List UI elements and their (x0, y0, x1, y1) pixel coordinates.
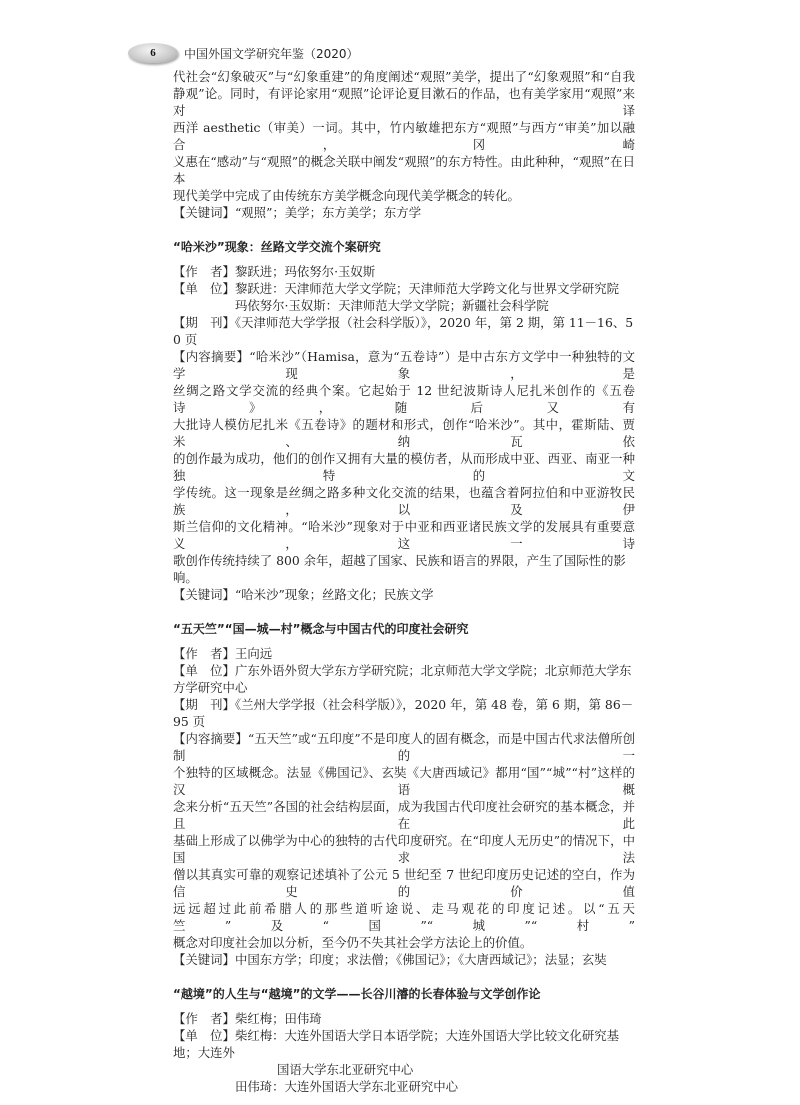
unit: 黎跃进：天津师范大学文学院；天津师范大学跨文化与世界文学研究院 (234, 281, 620, 296)
authors: 柴红梅；田伟琦 (234, 1011, 322, 1026)
author-label: 【作 者】 (173, 646, 235, 661)
article-title: “哈米沙”现象：丝路文学交流个案研究 (173, 240, 381, 254)
unit-line (173, 1027, 635, 1061)
keywords: 中国东方学；印度；求法僧；《佛国记》；《大唐西域记》；法显；玄奘 (234, 952, 607, 967)
unit: 广东外语外贸大学东方学研究院；北京师范大学文学院；北京师范大学东方学研究中心 (173, 663, 632, 695)
author-line (173, 263, 635, 280)
abstract-line: 个独特的区域概念。法显《佛国记》、玄奘《大唐西域记》都用“国”“城”“村”这样的汉语概 (173, 765, 635, 797)
abstract-line: 大批诗人模仿尼扎米《五卷诗》的题材和形式，创作“哈米沙”。其中，霍斯陆、贾米、纳瓦依 (173, 417, 635, 449)
article-entry (173, 986, 635, 1095)
article-entry (173, 621, 635, 968)
unit-label: 【单 位】 (173, 663, 235, 678)
abstract-line: 概念对印度社会加以分析，至今仍不失其社会学方法论上的价值。 (173, 935, 533, 950)
keywords-line (173, 951, 635, 968)
unit-line (173, 280, 635, 297)
author-line (173, 1010, 635, 1027)
text-line: 西洋 aesthetic（审美）一词。其中，竹内敏雄把东方“观照”与西方“审美”加以融合，冈崎 (173, 120, 635, 152)
abstract-line: 念来分析“五天竺”各国的社会结构层面，成为我国古代印度社会研究的基本概念，并且在此 (173, 799, 635, 831)
article-title: “五天竺”“国—城—村”概念与中国古代的印度社会研究 (173, 622, 469, 636)
keywords-line (173, 586, 635, 603)
text-line: 现代美学中完成了由传统东方美学概念向现代美学概念的转化。 (173, 188, 520, 203)
journal-line (173, 696, 635, 730)
author-label: 【作 者】 (173, 1011, 235, 1026)
keywords: “观照”；美学；东方美学；东方学 (234, 205, 422, 220)
abstract-text: “五天竺”或“五印度”不是印度人的固有概念，而是中国古代求法僧所创制的一 (173, 731, 636, 763)
page-header (0, 0, 800, 68)
journal-label: 【期 刊】 (173, 697, 235, 712)
text-line: 义惠在“感动”与“观照”的概念关联中阐发“观照”的东方特性。由此种种，“观照”在日本 (173, 154, 635, 186)
journal: 《天津师范大学学报（社会科学版）》，2020 年，第 2 期，第 11－16、50 页 (173, 315, 634, 347)
abstract-continuation (173, 68, 635, 221)
running-header: 中国外国文学研究年鉴（2020） (184, 47, 359, 61)
abstract-line: 远远超过此前希腊人的那些道听途说、走马观花的印度记述。以“五天竺”及“国”“城”“村” (173, 901, 635, 933)
abstract-line: 僧以其真实可靠的观察记述填补了公元 5 世纪至 7 世纪印度历史记述的空白，作为信史的价值 (173, 867, 635, 899)
page-number: 6 (150, 47, 156, 59)
author-line (173, 645, 635, 662)
unit-line (173, 662, 635, 696)
abstract-line: 斯兰信仰的文化精神。“哈米沙”现象对于中亚和西亚诸民族文学的发展具有重要意义，这一诗 (173, 519, 635, 551)
journal-line (173, 314, 635, 348)
text-line: 代社会“幻象破灭”与“幻象重建”的角度阐述“观照”美学，提出了“幻象观照”和“自我 (173, 69, 635, 84)
article-entry (173, 239, 635, 603)
abstract-label: 【内容摘要】 (173, 731, 248, 746)
journal-label: 【期 刊】 (173, 315, 235, 330)
keywords-line (173, 204, 635, 221)
abstract-line: 歌创作传统持续了 800 余年，超越了国家、民族和语言的界限，产生了国际性的影响。 (173, 553, 626, 585)
abstract-line: 丝绸之路文学交流的经典个案。它起始于 12 世纪波斯诗人尼扎米创作的《五卷诗》，随后又有 (173, 383, 635, 415)
keywords: “哈米沙”现象；丝路文化；民族文学 (234, 587, 434, 602)
unit-label: 【单 位】 (173, 281, 235, 296)
abstract-text: “哈米沙”（Hamisa，意为“五卷诗”）是中古东方文学中一种独特的文学现象，是 (173, 349, 635, 381)
article-title: “越境”的人生与“越境”的文学——长谷川濬的长春体验与文学创作论 (173, 987, 541, 1001)
journal: 《兰州大学学报（社会科学版）》，2020 年，第 48 卷，第 6 期，第 86－95 页 (173, 697, 634, 729)
keywords-label: 【关键词】 (173, 587, 235, 602)
abstract-line: 基础上形成了以佛学为中心的独特的古代印度研究。在“印度人无历史”的情况下，中国求法 (173, 833, 635, 865)
authors: 王向远 (234, 646, 273, 661)
unit: 柴红梅：大连外国语大学日本语学院；大连外国语大学比较文化研究基地；大连外 (173, 1028, 620, 1060)
keywords-label: 【关键词】 (173, 205, 235, 220)
text-column (173, 68, 635, 1105)
abstract-line: 的创作最为成功，他们的创作又拥有大量的模仿者，从而形成中亚、西亚、南亚一种独特的文 (173, 451, 635, 483)
abstract-line (173, 348, 635, 382)
keywords-label: 【关键词】 (173, 952, 235, 967)
unit: 田伟琦：大连外国语大学东北亚研究中心 (235, 1079, 459, 1094)
text-line: 静观”论。同时，有评论家用“观照”论评论夏目漱石的作品，也有美学家用“观照”来对译 (173, 86, 635, 118)
authors: 黎跃进；玛依努尔·玉奴斯 (234, 264, 376, 279)
unit: 国语大学东北亚研究中心 (277, 1062, 414, 1077)
abstract-line: 学传统。这一现象是丝绸之路多种文化交流的结果，也蕴含着阿拉伯和中亚游牧民族，以及伊 (173, 485, 635, 517)
unit: 玛依努尔·玉奴斯：天津师范大学文学院；新疆社会科学院 (235, 298, 549, 313)
unit-label: 【单 位】 (173, 1028, 235, 1043)
abstract-label: 【内容摘要】 (173, 349, 250, 364)
abstract-line (173, 730, 635, 764)
page-number-badge (128, 43, 178, 63)
author-label: 【作 者】 (173, 264, 235, 279)
